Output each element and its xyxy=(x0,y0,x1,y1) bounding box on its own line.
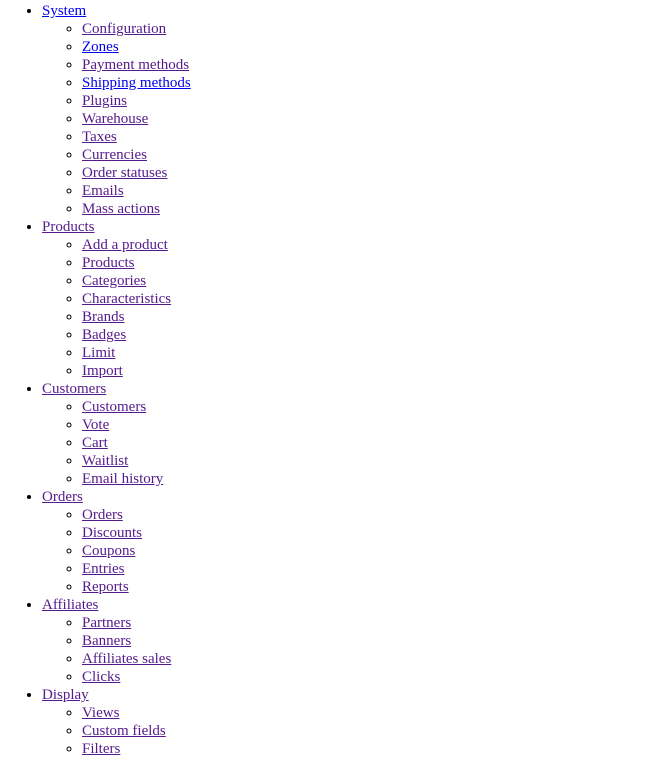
submenu-item xyxy=(82,146,654,164)
submenu-link-email-history[interactable]: Email history xyxy=(82,471,164,487)
menu-section-display xyxy=(42,686,654,758)
submenu-customers xyxy=(42,398,654,488)
submenu-item xyxy=(82,326,654,344)
menu-link-customers[interactable]: Customers xyxy=(42,381,107,397)
submenu-link-order-statuses[interactable]: Order statuses xyxy=(82,165,168,181)
submenu-link-limit[interactable]: Limit xyxy=(82,345,116,361)
menu-link-orders[interactable]: Orders xyxy=(42,489,83,505)
menu-section-affiliates xyxy=(42,596,654,686)
submenu-item xyxy=(82,578,654,596)
submenu-link-partners[interactable]: Partners xyxy=(82,615,132,631)
submenu-item xyxy=(82,416,654,434)
submenu-item xyxy=(82,308,654,326)
submenu-item xyxy=(82,182,654,200)
submenu-link-filters[interactable]: Filters xyxy=(82,741,121,757)
submenu-link-views[interactable]: Views xyxy=(82,705,120,721)
submenu-item xyxy=(82,650,654,668)
submenu-item xyxy=(82,452,654,470)
submenu-display xyxy=(42,704,654,758)
submenu-item xyxy=(82,560,654,578)
submenu-link-cart[interactable]: Cart xyxy=(82,435,108,451)
submenu-item xyxy=(82,254,654,272)
submenu-link-import[interactable]: Import xyxy=(82,363,123,379)
submenu-link-entries[interactable]: Entries xyxy=(82,561,125,577)
submenu-link-emails[interactable]: Emails xyxy=(82,183,124,199)
submenu-link-add-product[interactable]: Add a product xyxy=(82,237,168,253)
submenu-link-categories[interactable]: Categories xyxy=(82,273,147,289)
submenu-link-shipping-methods[interactable]: Shipping methods xyxy=(82,75,191,91)
submenu-link-discounts[interactable]: Discounts xyxy=(82,525,142,541)
submenu-link-affiliates-sales[interactable]: Affiliates sales xyxy=(82,651,172,667)
submenu-link-brands[interactable]: Brands xyxy=(82,309,125,325)
menu-link-affiliates[interactable]: Affiliates xyxy=(42,597,99,613)
menu-section-system xyxy=(42,2,654,218)
submenu-link-plugins[interactable]: Plugins xyxy=(82,93,128,109)
submenu-item xyxy=(82,740,654,758)
submenu-item xyxy=(82,56,654,74)
submenu-orders xyxy=(42,506,654,596)
submenu-link-customers[interactable]: Customers xyxy=(82,399,147,415)
submenu-link-taxes[interactable]: Taxes xyxy=(82,129,117,145)
submenu-link-coupons[interactable]: Coupons xyxy=(82,543,136,559)
submenu-item xyxy=(82,614,654,632)
submenu-item xyxy=(82,110,654,128)
submenu-item xyxy=(82,128,654,146)
submenu-link-mass-actions[interactable]: Mass actions xyxy=(82,201,160,217)
submenu-link-configuration[interactable]: Configuration xyxy=(82,21,167,37)
submenu-item xyxy=(82,290,654,308)
submenu-item xyxy=(82,470,654,488)
submenu-link-zones[interactable]: Zones xyxy=(82,39,119,55)
submenu-item xyxy=(82,632,654,650)
submenu-link-characteristics[interactable]: Characteristics xyxy=(82,291,172,307)
menu-link-products[interactable]: Products xyxy=(42,219,95,235)
submenu-item xyxy=(82,344,654,362)
menu-section-orders xyxy=(42,488,654,596)
submenu-link-custom-fields[interactable]: Custom fields xyxy=(82,723,166,739)
submenu-link-waitlist[interactable]: Waitlist xyxy=(82,453,129,469)
submenu-item xyxy=(82,92,654,110)
submenu-item xyxy=(82,200,654,218)
submenu-item xyxy=(82,362,654,380)
submenu-link-warehouse[interactable]: Warehouse xyxy=(82,111,149,127)
submenu-link-badges[interactable]: Badges xyxy=(82,327,127,343)
submenu-link-reports[interactable]: Reports xyxy=(82,579,129,595)
submenu-item xyxy=(82,542,654,560)
submenu-link-vote[interactable]: Vote xyxy=(82,417,110,433)
submenu-products xyxy=(42,236,654,380)
submenu-link-orders[interactable]: Orders xyxy=(82,507,123,523)
submenu-link-clicks[interactable]: Clicks xyxy=(82,669,121,685)
menu-section-products xyxy=(42,218,654,380)
submenu-item xyxy=(82,668,654,686)
menu-section-customers xyxy=(42,380,654,488)
submenu-item xyxy=(82,704,654,722)
submenu-link-products[interactable]: Products xyxy=(82,255,135,271)
menu-link-system[interactable]: System xyxy=(42,3,87,19)
submenu-item xyxy=(82,272,654,290)
submenu-item xyxy=(82,38,654,56)
submenu-item xyxy=(82,722,654,740)
submenu-item xyxy=(82,74,654,92)
menu-link-display[interactable]: Display xyxy=(42,687,89,703)
submenu-item xyxy=(82,164,654,182)
submenu-item xyxy=(82,506,654,524)
submenu-link-currencies[interactable]: Currencies xyxy=(82,147,147,163)
submenu-item xyxy=(82,20,654,38)
main-menu xyxy=(0,2,654,758)
submenu-link-banners[interactable]: Banners xyxy=(82,633,132,649)
submenu-item xyxy=(82,524,654,542)
submenu-item xyxy=(82,434,654,452)
submenu-item xyxy=(82,398,654,416)
submenu-item xyxy=(82,236,654,254)
submenu-affiliates xyxy=(42,614,654,686)
submenu-system xyxy=(42,20,654,218)
submenu-link-payment-methods[interactable]: Payment methods xyxy=(82,57,190,73)
